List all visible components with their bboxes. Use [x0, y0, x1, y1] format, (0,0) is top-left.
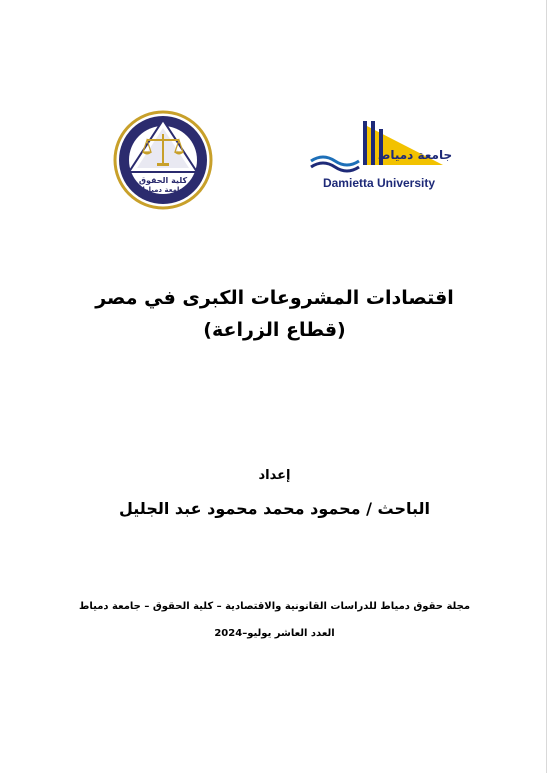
- university-arabic-name: جامعة دمياط: [377, 148, 453, 162]
- document-subtitle: (قطاع الزراعة): [203, 319, 346, 341]
- university-logo: [305, 113, 453, 195]
- document-title: اقتصادات المشروعات الكبرى في مصر: [95, 287, 454, 309]
- issue-info: العدد العاشر يوليو–2024: [214, 628, 335, 639]
- law-logo-text-top: كلية الحقوق: [138, 176, 188, 185]
- author-name: الباحث / محمود محمد محمود عبد الجليل: [118, 499, 431, 518]
- law-faculty-logo: [113, 110, 213, 210]
- journal-name: مجلة حقوق دمياط للدراسات القانونية والاقتصادية – كلية الحقوق – جامعة دمياط: [78, 601, 471, 612]
- law-logo-text-bottom: جامعة دمياط: [141, 186, 185, 194]
- page-edge: [546, 0, 547, 773]
- university-english-name: Damietta University: [322, 176, 436, 190]
- prepared-by-label: إعداد: [258, 468, 291, 483]
